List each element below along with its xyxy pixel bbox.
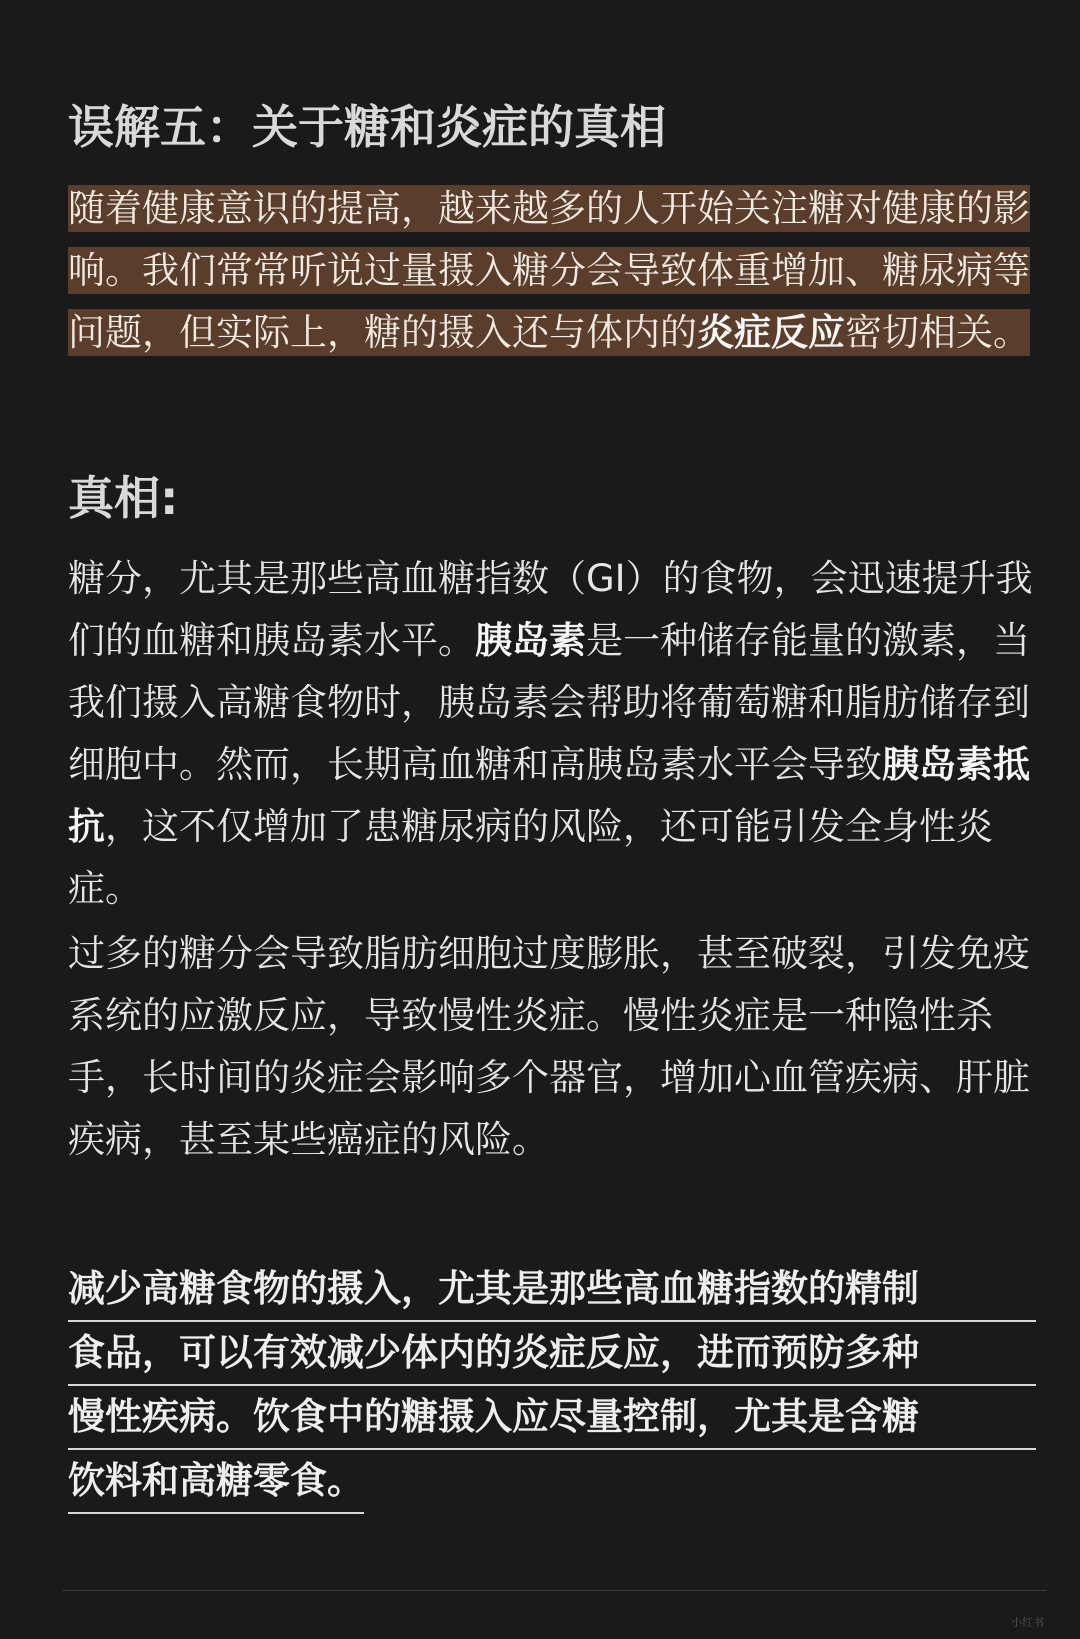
truth-heading: 真相:: [68, 471, 179, 525]
p1-text-a: 糖分，尤其是那些高血糖指数（GI）的食物，会迅速提升我们的血糖和胰岛素水平。: [68, 557, 1033, 662]
advice-line-1: 减少高糖食物的摄入，尤其是那些高血糖指数的精制: [68, 1258, 1036, 1322]
truth-paragraph-1-block: [68, 548, 1036, 920]
advice-line-2: 食品，可以有效减少体内的炎症反应，进而预防多种: [68, 1322, 1036, 1386]
p1-text-c: ，这不仅增加了患糖尿病的风险，还可能引发全身性炎症。: [68, 805, 993, 910]
watermark: 小红书: [1011, 1616, 1044, 1629]
p1-text-b: 是一种储存能量的激素，当我们摄入高糖食物时，胰岛素会帮助将葡萄糖和脂肪储存到细胞中。然而，长期高血糖和高胰岛素水平会导致: [68, 619, 1030, 786]
p1-bold-insulin: 胰岛素: [475, 619, 586, 662]
advice-paragraph: [68, 1258, 1036, 1514]
truth-paragraph-2: 过多的糖分会导致脂肪细胞过度膨胀，甚至破裂，引发免疫系统的应激反应，导致慢性炎症。慢性炎症是一种隐性杀手，长时间的炎症会影响多个器官，增加心血管疾病、肝脏疾病，甚至某些癌症的风险。: [68, 932, 1030, 1161]
intro-text-b: 密切相关。: [845, 311, 1030, 354]
advice-block: [68, 1258, 1036, 1514]
intro-highlight: [68, 185, 1030, 356]
advice-line-3: 慢性疾病。饮食中的糖摄入应尽量控制，尤其是含糖: [68, 1386, 1036, 1450]
p1-bold-insulin-resistance: 胰岛素抵抗: [68, 743, 1030, 848]
truth-paragraph-2-block: [68, 923, 1036, 1171]
intro-paragraph: [68, 178, 1036, 364]
intro-bold-inflammation: 炎症反应: [697, 311, 845, 354]
truth-paragraph-1: [68, 548, 1036, 920]
section-title: 误解五：关于糖和炎症的真相: [68, 100, 666, 154]
intro-block: [68, 178, 1036, 364]
bottom-divider: [62, 1590, 1047, 1591]
advice-line-4: 饮料和高糖零食。: [68, 1450, 364, 1514]
intro-text-a: 随着健康意识的提高，越来越多的人开始关注糖对健康的影响。我们常常听说过量摄入糖分会导致体重增加、糖尿病等问题，但实际上，糖的摄入还与体内的: [68, 187, 1030, 354]
